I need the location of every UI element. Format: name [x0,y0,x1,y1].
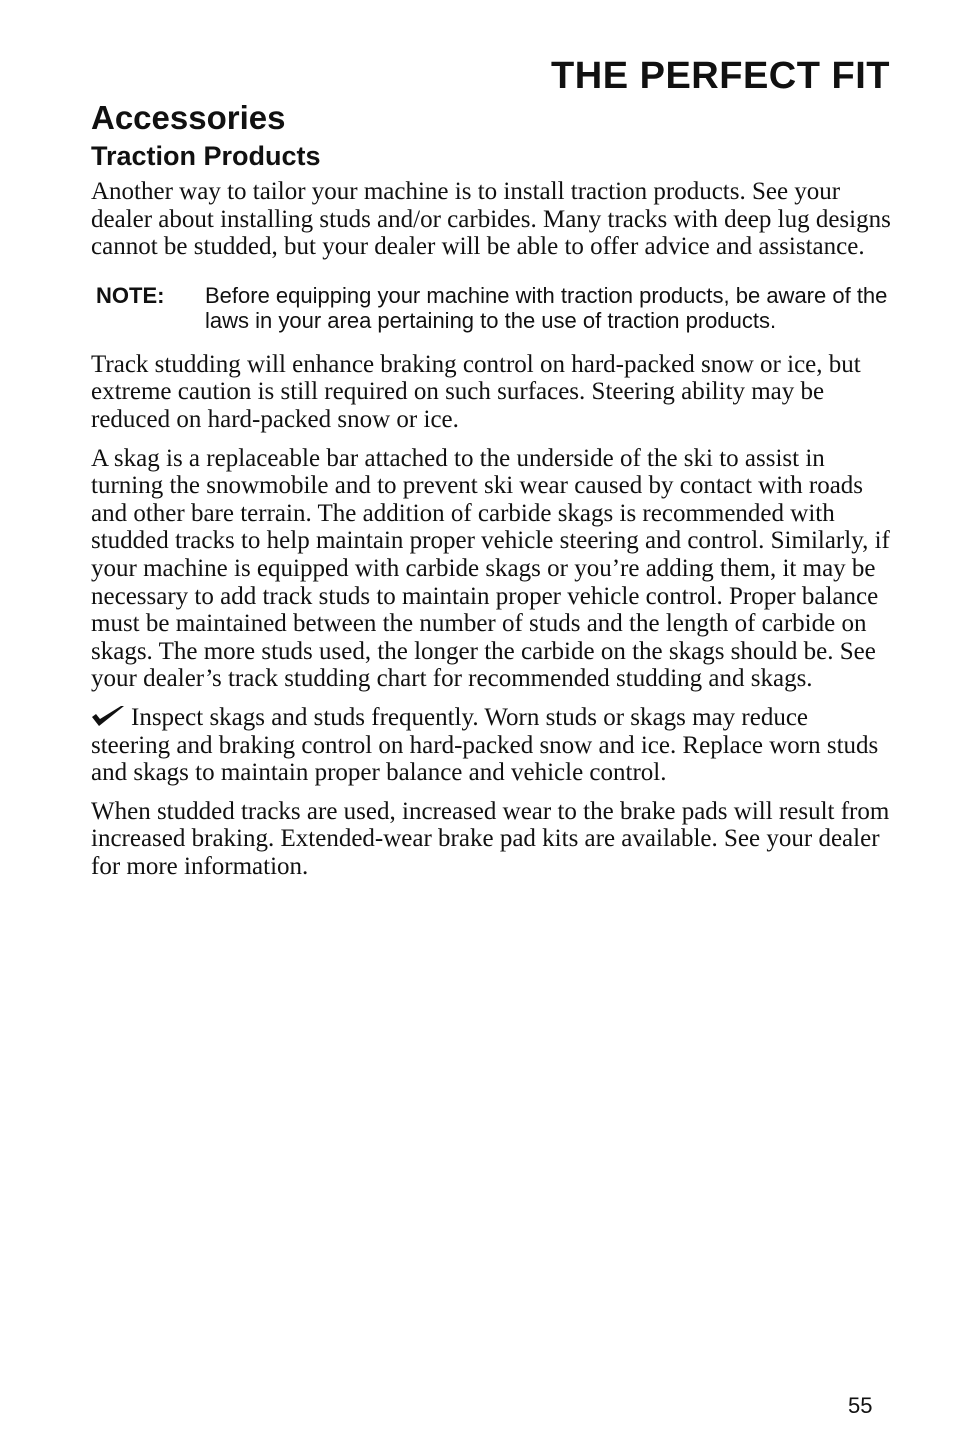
studding-paragraph: Track studding will enhance braking control on hard-packed snow or ice, but extreme caution is still required on such surfaces. Steering ability may be reduced on hard-packed snow or ice. [91,350,861,433]
note-label: NOTE: [96,282,165,308]
page-title: THE PERFECT FIT [551,55,890,97]
page-number: 55 [848,1393,873,1418]
skag-paragraph: A skag is a replaceable bar attached to the underside of the ski to assist in turning the snowmobile and to prevent ski wear caused by contact with roads and other bare terrain. The addition of carbide skags is recommended with studded tracks to help maintain proper vehicle steering and control. Similarly, if your machine is equipped with carbide skags or you’re adding them, it may be necessary to add track studs to maintain proper vehicle control. Proper balance must be maintained between the number of studs and the length of carbide on skags. The more studs used, the longer the carbide on the skags should be. See your dealer’s track studding chart for recommended studding and skags. [91,444,890,693]
inspect-text: Inspect skags and studs frequently. Worn studs or skags may reduce steering and braking control on hard-packed snow and ice. Replace worn studs and skags to maintain proper balance and vehicle control. [91,703,879,787]
brake-paragraph: When studded tracks are used, increased wear to the brake pads will result from increased braking. Extended-wear brake pad kits are available. See your dealer for more information. [91,797,890,880]
note-text: Before equipping your machine with traction products, be aware of the laws in your area pertaining to the use of traction products. [205,282,888,333]
inspect-paragraph [91,704,891,787]
subsection-heading: Traction Products [91,141,321,171]
intro-paragraph: Another way to tailor your machine is to install traction products. See your dealer about installing studs and/or carbides. Many tracks with deep lug designs cannot be studded, but your dealer will be able to offer advice and assistance. [91,178,891,261]
section-heading: Accessories [91,99,286,136]
note-block [96,283,891,333]
page-content [91,98,891,891]
check-mark-icon [91,705,125,727]
